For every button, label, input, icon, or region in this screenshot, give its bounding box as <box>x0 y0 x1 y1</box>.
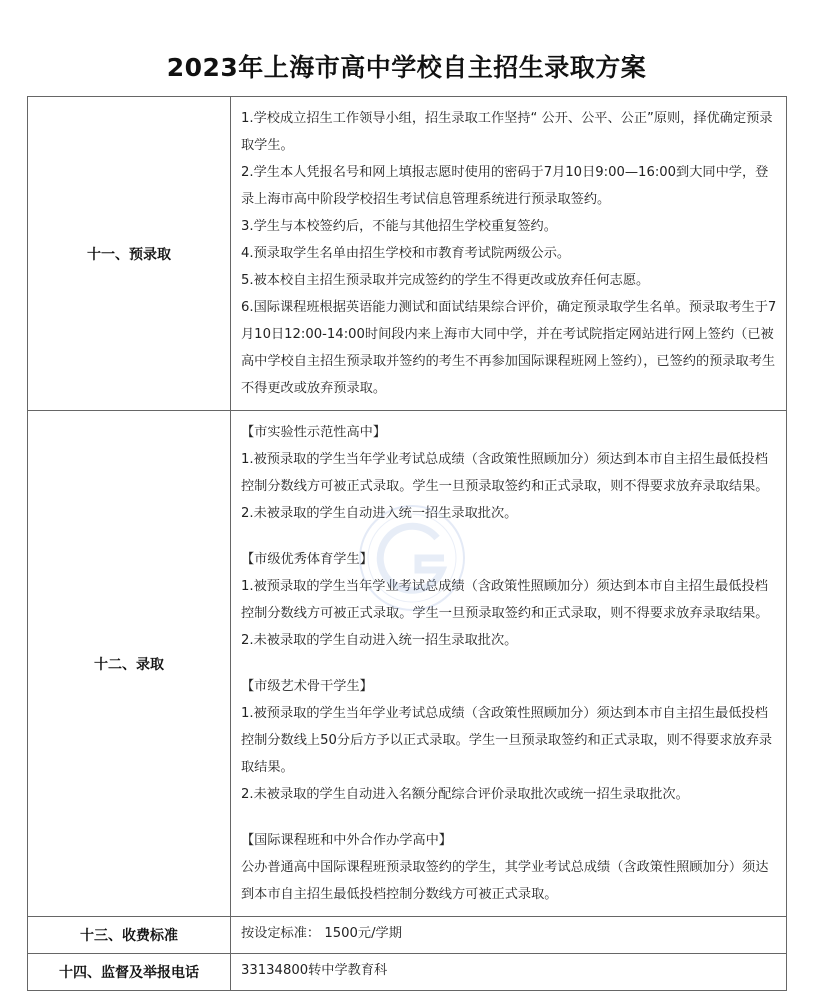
row-content-pre-admission <box>231 97 787 411</box>
document-title: 2023年上海市高中学校自主招生录取方案 <box>166 53 647 82</box>
section-heading: 【市级艺术骨干学生】 <box>241 679 373 694</box>
row-content-hotline: 33134800转中学教育科 <box>231 954 787 991</box>
section-heading: 【市实验性示范性高中】 <box>241 425 387 440</box>
section-heading: 【国际课程班和中外合作办学高中】 <box>241 833 452 848</box>
pre-admission-item: 1.学校成立招生工作领导小组，招生录取工作坚持“ 公开、公平、公正”原则，择优确定预录取学生。 <box>241 111 773 153</box>
admission-item: 1.被预录取的学生当年学业考试总成绩（含政策性照顾加分）须达到本市自主招生最低投档控制分数线方可被正式录取。学生一旦预录取签约和正式录取，则不得要求放弃录取结果。 <box>241 452 769 494</box>
pre-admission-item: 4.预录取学生名单由招生学校和市教育考试院两级公示。 <box>241 246 571 261</box>
row-content-fees: 按设定标准： 1500元/学期 <box>231 917 787 954</box>
row-label-fees: 十三、收费标准 <box>28 917 231 954</box>
pre-admission-item: 6.国际课程班根据英语能力测试和面试结果综合评价，确定预录取学生名单。预录取考生于7月10日12:00-14:00时间段内来上海市大同中学，并在考试院指定网站进行网上签约（已被高中学校自主招生预录取并签约的考生不再参加国际课程班网上签约），已签约的预录取考生不得更改或放弃预录取。 <box>241 300 777 396</box>
admission-item: 1.被预录取的学生当年学业考试总成绩（含政策性照顾加分）须达到本市自主招生最低投档控制分数线方可被正式录取。学生一旦预录取签约和正式录取，则不得要求放弃录取结果。 <box>241 579 769 621</box>
pre-admission-item: 5.被本校自主招生预录取并完成签约的学生不得更改或放弃任何志愿。 <box>241 273 650 288</box>
row-label-pre-admission: 十一、预录取 <box>28 97 231 411</box>
admission-item: 2.未被录取的学生自动进入统一招生录取批次。 <box>241 633 518 648</box>
section-heading: 【市级优秀体育学生】 <box>241 552 373 567</box>
table-row-pre-admission <box>28 97 787 411</box>
table-row-hotline <box>28 954 787 991</box>
table-row-fees <box>28 917 787 954</box>
row-content-admission <box>231 411 787 917</box>
table-row-admission <box>28 411 787 917</box>
row-label-admission: 十二、录取 <box>28 411 231 917</box>
pre-admission-item: 2.学生本人凭报名号和网上填报志愿时使用的密码于7月10日9:00—16:00到大同中学，登录上海市高中阶段学校招生考试信息管理系统进行预录取签约。 <box>241 165 769 207</box>
admission-plan-table <box>27 96 787 991</box>
admission-item: 2.未被录取的学生自动进入名额分配综合评价录取批次或统一招生录取批次。 <box>241 787 689 802</box>
admission-item: 公办普通高中国际课程班预录取签约的学生，其学业考试总成绩（含政策性照顾加分）须达到本市自主招生最低投档控制分数线方可被正式录取。 <box>241 860 769 902</box>
admission-item: 2.未被录取的学生自动进入统一招生录取批次。 <box>241 506 518 521</box>
admission-item: 1.被预录取的学生当年学业考试总成绩（含政策性照顾加分）须达到本市自主招生最低投档控制分数线上50分后方予以正式录取。学生一旦预录取签约和正式录取，则不得要求放弃录取结果。 <box>241 706 773 775</box>
row-label-hotline: 十四、监督及举报电话 <box>28 954 231 991</box>
pre-admission-item: 3.学生与本校签约后，不能与其他招生学校重复签约。 <box>241 219 557 234</box>
